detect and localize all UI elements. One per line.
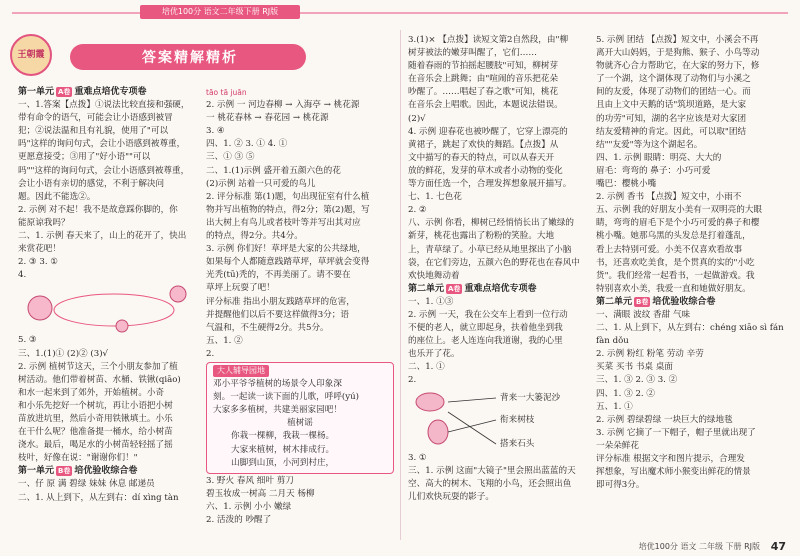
answer-line: 和小乐先挖好一个树坑，再让小语把小树 [18,400,173,411]
answer-line: 三、① ③ ⑤ [206,152,255,163]
section-subtitle: 培优验收综合卷 [652,296,716,307]
answer-line: 一、满眼 波纹 香甜 气味 [596,309,691,320]
answer-line: 二、1. ① [408,362,445,373]
answer-line: 2. 示例 对不起！我不是故意踩你脚的，你 [18,204,178,215]
answer-line: 3. 示例 你们好！草坪是大家的公共绿地， [206,244,366,255]
answer-line: 3.(1)× 【点拨】读短文第2自然段，由"柳 [408,35,569,45]
section-heading [408,283,588,296]
answer-line: (2)示例 站着一只可爱的鸟儿 [206,178,316,189]
answer-line: 3. ④ [206,126,225,137]
answer-line: 文中描写的春天的特点，可以从春天开 [408,152,555,163]
answer-line: 2. 评分标准 第(1)题，句出现征室有什么植 [206,191,370,202]
answer-line: 四、1. ③ 2. ② [596,388,655,399]
answer-line: 五、1. ② [206,335,243,346]
answer-line: 光秃(tū)秃的，不再美丽了。请不要在 [206,270,351,281]
answer-line: 3. 示例 它摘了一下帽子，帽子里就出现了 [596,427,756,438]
match-option: 衔来树枝 [500,414,535,425]
answer-line: 题。因此不能选②。 [18,191,96,202]
answer-line: 的特点，得2分。共4分。 [206,231,303,242]
answer-line: 吗""这样的询问句式，会让小语感到被尊重， [18,165,190,176]
answer-line: 上，青草绿了。小草已经从地里探出了小脑 [408,244,572,255]
section-heading [18,465,200,478]
answer-line: 五、1. ① [596,401,633,412]
answer-line: 睛，弯弯的眉毛下是个小巧可爱的鼻子和樱 [596,218,760,229]
section-subtitle: 培优验收综合卷 [74,466,138,477]
answer-line: 挥想象，写出魔术师小猴变出鲜花的情景 [596,467,751,478]
answer-line: 2. 示例 一天，我在公交车上看到一位行动 [408,309,568,320]
answer-line: 袋，在它们旁边，五颜六色的野花也在春风中 [408,257,580,268]
column-4 [596,34,786,492]
answer-line: 草坪上玩耍了吧！ [206,283,275,294]
column-1 [18,86,200,505]
answer-line: 八、示例 你看，柳树已经悄悄长出了嫩绿的 [408,218,575,229]
answer-line: 2. [206,348,215,359]
answer-line: 物并写出植物的特点，得2分；第(2)题，写 [206,204,370,215]
answer-line: 带有命令的语气，可能会让小语感到被冒 [18,113,173,124]
pinyin-line: tāo tā juān [206,88,247,97]
poem-line: 山脚到山顶，小河到村庄， [231,457,335,468]
top-stripe [12,12,788,14]
answer-line: 眉毛：弯弯的 鼻子：小巧可爱 [596,165,711,176]
parent-tip-box [206,362,394,474]
section-badge: B卷 [58,467,71,476]
answer-line: 也乐开了花。 [408,349,460,360]
answer-line: 出大树上有鸟儿或者枝叶等并写出其对应 [206,217,361,228]
answer-line: 空、高大的树木、飞翔的小鸟，还会照出鱼 [408,478,572,489]
matching-diagram [408,388,588,452]
tip-line: 大家多多植树，共建美丽家园吧！ [213,405,342,416]
answer-line: 书，还喜欢吃美食，是个贯真的实的"小吃 [596,257,755,268]
answer-line: 二、1.(1)示例 盛开着五颜六色的花 [206,165,341,176]
answer-line: 2. 示例 一 河边春柳 → 入海亭 → 桃花源 [206,100,360,111]
answer-line: 二、1. 从上到下，从左到右：chéng xiāo sì fán fàn dǒu [596,323,784,347]
answer-line: 2. 示例 碧绿碧绿 一块巨大的绿地毯 [596,414,733,425]
poem-line: 你栽一棵柳，我栽一棵杨。 [231,431,335,442]
section-badge: A卷 [58,88,71,96]
answer-line: 了一个湖，这个湖体现了动物们与小溪之 [596,74,751,85]
answer-line: 吵醒了。……唱起了春之歌"可知，桃花 [408,87,559,98]
answer-line: 结""友爱"等为这个湖起名。 [596,139,703,150]
section-title: 第二单元 [408,283,445,294]
cartoon-illustration [18,282,200,334]
answer-line: 2. 示例 香书 【点拨】短文中，小雨不 [596,192,742,203]
answer-line: 在干什么呢？他准备提一桶水，给小树苗 [18,427,173,438]
answer-line: 一、1. ①③ [408,296,454,307]
answer-line: 树芽被法的嫩芽叫醒了，它们…… [408,48,537,59]
answer-line: 嘴巴：樱桃小嘴 [596,179,657,190]
answer-line: 5. ③ [18,335,37,346]
answer-line: 物就齐心合力帮助它，在大家的努力下，修 [596,61,760,72]
answer-line: 来赏花吧！ [18,244,61,255]
answer-line: 三、1.(1)① (2)② (3)√ [18,348,109,359]
answer-line: 2. ③ 3. ① [18,257,59,268]
answer-line: 如果每个人都随意践踏草坪，草坪就会变得 [206,257,370,268]
top-band [12,2,788,22]
answer-line: 吗"这样的询问句式，会让小语感到被尊重， [18,139,186,150]
section-title: 第二单元 [596,296,633,307]
tip-box-heading: 大人辅导园地 [213,365,269,377]
answer-line: 一朵朵鲜花 [596,440,639,451]
animal-matching-lines [408,388,588,452]
section-heading [18,86,200,99]
answer-line: 二、1. 从上到下，从左到右：dí xìng tàn [18,492,179,503]
answer-line: 桃小嘴。她那乌黑的头发总是打着蓬乱， [596,231,751,242]
answer-line: 2. 示例 粉红 粉笔 劳动 辛劳 [596,349,704,360]
answer-line: 2. 活泼的 吵醒了 [206,515,272,526]
answer-line: 在音乐会上跳舞；由"喧闹的音乐把花朵 [408,74,559,85]
answer-line: 不便的老人，就立即起身，扶着他坐到我 [408,323,563,334]
answer-line: 3. ① [408,452,427,463]
answer-line: 碧玉妆成一树高 二月天 杨柳 [206,489,315,500]
answer-line: 的座位上。老人连连向我道谢，我的心里 [408,336,563,347]
column-2 [206,86,394,527]
section-title: 第一单元 [18,87,55,97]
center-divider [400,30,401,540]
answer-line: 三、1. 示例 这面"大镜子"里会照出蓝蓝的天 [408,465,576,476]
answer-line: 并提醒他们以后不要这样做得3分；语 [206,309,349,320]
section-subtitle: 重难点培优专项卷 [74,87,147,97]
match-option: 搭来石头 [500,438,535,449]
answer-line: 的功劳"可知，湖的名字应该是对大家团 [596,113,747,124]
answer-line: 犯；②说法温和且有礼貌，使用了"可以 [18,126,169,137]
answer-line: 即可得3分。 [596,480,645,491]
answer-line: 一、仔 原 满 碧绿 妹妹 休息 邮递员 [18,479,155,490]
answer-line: 六、1. 示例 小小 嫩绿 [206,502,292,513]
answer-line: 4. [18,270,27,281]
brand-logo: 王朝霞 [10,34,52,76]
answer-line: 等方面任选一个，合理发挥想象展开描写。 [408,179,572,190]
section-title: 第一单元 [18,466,55,477]
top-label: 培优100分 语文二年级下册 RJ版 [140,5,300,19]
answer-line: 树活动。他们带着树苗、水桶、铁锹(qiāo) [18,374,181,385]
answer-line: 一、1.答案【点拨】①说法比较直接和强硬， [18,100,190,111]
column-3 [408,34,588,504]
answer-line: 苗放进坑里，然后小奇用铁锹填土。小乐 [18,413,173,424]
answer-line: 5. 示例 团结 【点拨】短文中，小溪会不再 [596,35,759,45]
answer-line: 评分标准 根据文字和图片提示，合理发 [596,454,745,464]
answer-line: 四、1. ② 3. ① 4. ① [206,139,288,150]
poem-line: 大家来植树，树木排成行。 [231,444,335,455]
tip-line: 刻。一起读一读下面的儿歌，呼呼(yú) [213,392,360,403]
answer-line: 儿们欢快玩耍的影子。 [408,491,494,502]
match-option: 背来一大篓泥沙 [500,392,561,403]
answer-line: 气温和，不生硬得2分。共5分。 [206,322,329,333]
answer-line: 和水一起来到了郊外，开始植树。小奇 [18,387,165,398]
tip-line: 邓小平爷爷植树的场景令人印象深 [213,379,342,390]
rabbit-route-illustration [18,282,200,334]
answer-line: 2. ② [408,205,427,216]
answer-line: 枝叶，好像在说："谢谢你们！" [18,453,138,464]
answer-line: 四、1. 示例 眼睛：明亮、大大的 [596,152,722,163]
answer-line: 买菜 买书 书桌 桌面 [596,362,673,373]
answer-line: 3. 野火 春风 细叶 剪刀 [206,475,294,486]
section-badge: B卷 [636,297,649,306]
answer-line: 随着春雨的节拍摇起腰肢"可知，柳树芽 [408,61,559,72]
answer-line: 2. [408,375,417,386]
poem-title: 植树谣 [287,418,313,429]
answer-line: 一 桃花春林 → 春花园 → 桃花源 [206,113,329,124]
answer-line: 放的鲜花，发芽的草木或者小动物的变化 [408,165,563,176]
answer-line: 4. 示例 迎春花也被吵醒了，它穿上漂亮的 [408,126,568,137]
answer-line: 看上去特别可爱。小美不仅喜欢看故事 [596,244,743,255]
answer-line: (2)√ [408,113,426,124]
answer-line: 新芽，桃花也露出了粉粉的笑脸。大地 [408,231,555,242]
answer-line: 浇水。最后，喝足水的小树苗轻轻摇了摇 [18,440,173,451]
answer-line: 二、1. 示例 春天来了，山上的花开了，快出 [18,231,187,242]
answer-line: 间的友爱，体现了动物们的团结一心。而 [596,87,751,98]
answer-line: 特别喜欢小美，我爱一直和她做好朋友。 [596,283,751,294]
section-subtitle: 重难点培优专项卷 [464,283,537,294]
footer-text: 培优100分 语文 二年级 下册 RJ版 [638,542,760,551]
answer-line: 离开大山妈妈，于是狗熊、猴子、小鸟等动 [596,48,760,59]
answer-line: 会让小语有亲切的感觉，不利于解决问 [18,178,165,189]
answer-line: 评分标准 指出小朋友践踏草坪的危害， [206,296,355,307]
answer-line: 更愿意接受；③用了"好小语""可以 [18,152,151,163]
answer-line: 2. 示例 植树节这天，三个小朋友参加了植 [18,361,178,372]
answer-line: 且由上文中天鹅的话"筑坝道路，是大家 [596,100,747,111]
answer-line: 能原谅我吗？ [18,217,70,228]
section-badge: A卷 [448,284,461,293]
answer-line: 欢快地舞动着 [408,270,460,281]
page-title: 答案精解精析 [142,50,238,66]
section-heading [596,296,786,309]
answer-line: 货"。我们经常一起看书，一起做游戏。我 [596,270,755,281]
answer-line: 结友爱精神的肯定。因此，可以取"团结 [596,126,747,137]
page-number: 47 [770,540,786,553]
answer-line: 在音乐会上唱歌。因此，本题说法错误。 [408,100,563,111]
answer-line: 七、1. 七色花 [408,192,462,203]
answer-line: 黄裙子，跳起了欢快的舞蹈。【点拨】从 [408,139,559,150]
answer-line: 五、示例 我的好朋友小美有一双明亮的大眼 [596,205,763,216]
answer-line: 三、1. ③ 2. ③ 3. ② [596,375,678,386]
